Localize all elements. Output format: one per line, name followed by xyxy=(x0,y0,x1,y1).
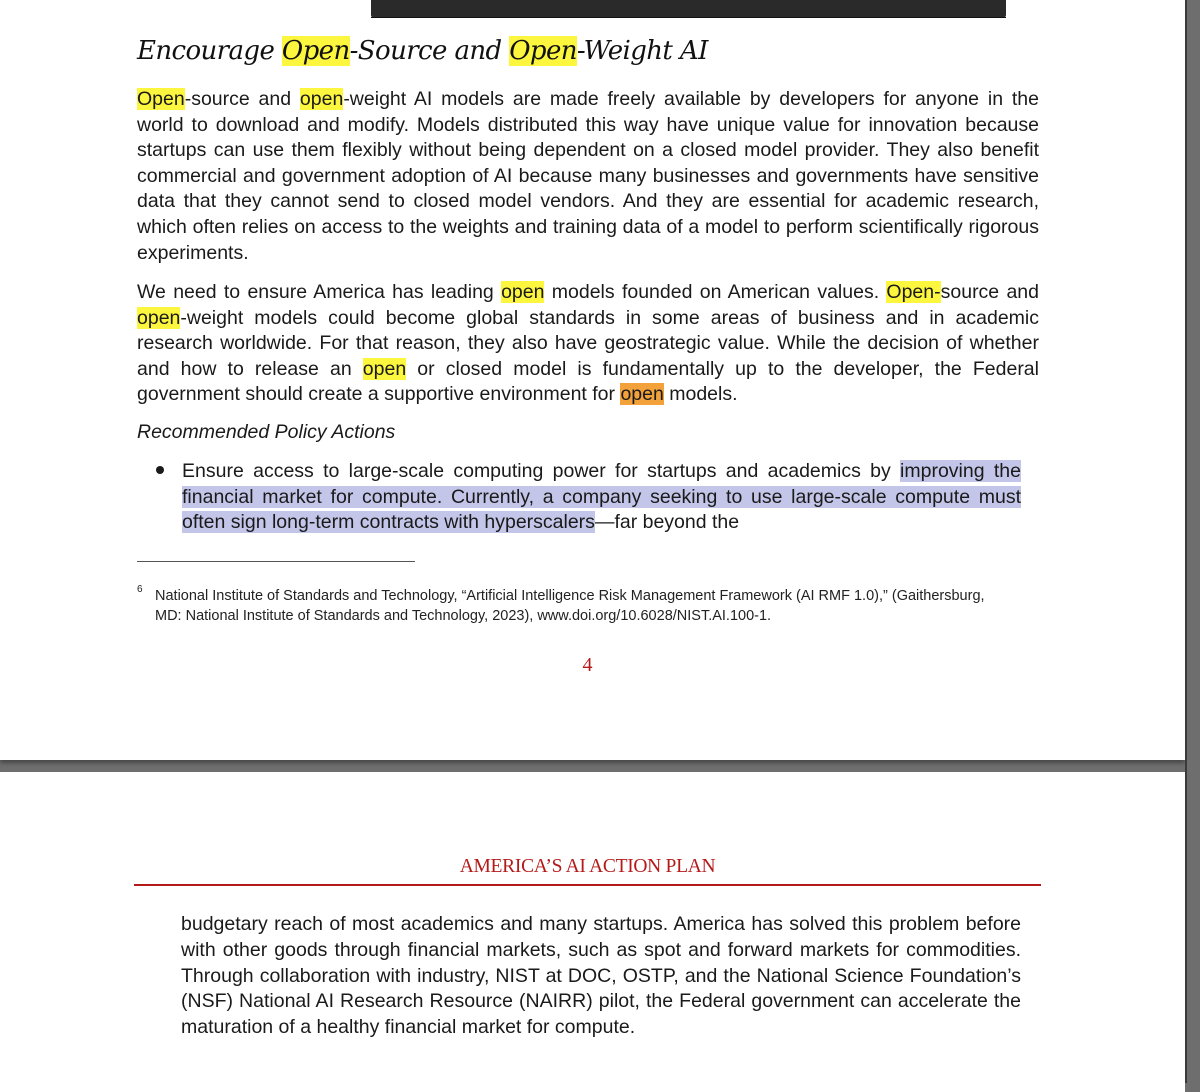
text-selection[interactable]: improving the financial market for compute. Currently, a company seeking to use large-scale compute must often sign long-term contracts with hyperscalers xyxy=(182,460,1021,534)
viewer-scroll-gutter[interactable] xyxy=(1185,0,1200,1083)
bullet-text-part: —far beyond the xyxy=(594,511,740,534)
search-highlight: open xyxy=(362,357,407,380)
paragraph-text: source and xyxy=(940,281,1039,303)
running-header: AMERICA’S AI ACTION PLAN xyxy=(459,856,716,877)
paragraph-text: -weight models could become global standards in some areas of business and in academic research worldwide. For that reason, they also have geostrategic value. While the decision of whether and how to release an xyxy=(137,306,1039,380)
header-rule xyxy=(134,884,1041,886)
bullet-icon xyxy=(156,466,164,474)
heading-text: -Weight AI xyxy=(576,36,708,66)
section-heading: Encourage Open-Source and Open-Weight AI xyxy=(137,36,708,66)
heading-text: -Source and xyxy=(349,36,510,66)
bullet-text[interactable] xyxy=(182,459,1021,536)
search-highlight: open xyxy=(137,306,181,329)
paragraph-text: We need to ensure America has leading xyxy=(137,281,502,303)
search-highlight: Open- xyxy=(886,281,941,303)
subheading: Recommended Policy Actions xyxy=(137,421,396,443)
paragraph-text: models. xyxy=(663,383,738,406)
body-paragraph xyxy=(137,280,1039,408)
page-number: 4 xyxy=(582,654,593,676)
viewer-toolbar[interactable] xyxy=(371,0,1006,18)
paragraph-text: -weight AI models are made freely available by developers for anyone in the world to download and modify. Models distributed this way have unique value for innovation because startups can use them flexibly without being dependent on a closed model provider. They also benefit commercial and government adoption of AI because many businesses and governments have sensitive data that they cannot send to closed model vendors. And they are essential for academic research, which often relies on access to the weights and training data of a model to perform scientifically rigorous experiments. xyxy=(137,88,1039,264)
search-highlight: open xyxy=(501,281,545,303)
paragraph-text: -source and xyxy=(184,88,300,110)
body-paragraph: budgetary reach of most academics and many startups. America has solved this problem before with other goods through financial markets, such as spot and forward markets for commodities. Through collaboration with industry, NIST at DOC, OSTP, and the National Science Foundation’s (NSF) National AI Research Resource (NAIRR) pilot, the Federal government can accelerate the maturation of a healthy financial market for compute. xyxy=(181,913,1021,1039)
current-search-match: open xyxy=(620,383,664,406)
paragraph-text: models founded on American values. xyxy=(544,281,887,303)
footnote-text: National Institute of Standards and Technology, “Artificial Intelligence Risk Management Framework (AI RMF 1.0),” (Gaithersburg, MD: National Institute of Standards and Technology, 2023), www.doi.org/10.6028/NIST.AI.100-1. xyxy=(155,588,985,624)
bullet-text-part: Ensure access to large-scale computing power for startups and academics by xyxy=(182,460,901,482)
footnote-divider xyxy=(137,561,415,562)
search-highlight: Open xyxy=(281,36,350,66)
search-highlight: Open xyxy=(509,36,577,66)
search-highlight: open xyxy=(299,88,344,110)
document-page-5 xyxy=(0,772,1185,1092)
paragraph-text: or closed model is fundamentally up to the developer, the Federal government should create a supportive environment for xyxy=(137,357,1039,406)
footnote-number: 6 xyxy=(137,584,143,595)
body-paragraph xyxy=(137,87,1039,266)
search-highlight: Open xyxy=(137,88,185,110)
